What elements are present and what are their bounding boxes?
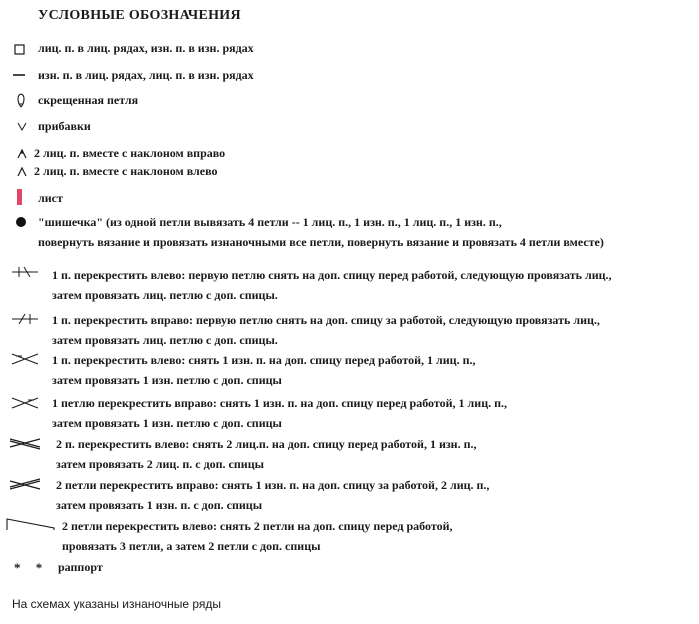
legend-item-k2tog-left: 2 лиц. п. вместе с наклоном влево (34, 164, 218, 178)
legend-item-purl: изн. п. в лиц. рядах, лиц. п. в изн. рядах (38, 68, 254, 82)
repeat-asterisks-icon: * * (14, 560, 49, 575)
square-outline-icon (14, 44, 26, 56)
legend-item-knit: лиц. п. в лиц. рядах, изн. п. в изн. рядах (38, 41, 254, 55)
legend-item-cross-right1-l2: затем провязать лиц. петлю с доп. спицы. (52, 333, 278, 347)
legend-item-cross2-left-l1: 2 п. перекрестить влево: снять 2 лиц.п. на доп. спицу перед работой, 1 изн. п., (56, 437, 477, 451)
k2tog-right-icon (16, 148, 28, 160)
legend-item-increase: прибавки (38, 119, 91, 133)
cross-3-2-icon (6, 516, 56, 532)
dash-icon (12, 72, 26, 78)
footer-note: На схемах указаны изнаночные ряды (12, 597, 222, 611)
legend-item-crossed: скрещенная петля (38, 93, 139, 107)
legend-item-k2tog-right: 2 лиц. п. вместе с наклоном вправо (34, 146, 226, 160)
legend-item-cross32-l2: провязать 3 петли, а затем 2 петли с доп. спицы (62, 539, 321, 553)
legend-item-cross-left1-l1: 1 п. перекрестить влево: первую петлю снять на доп. спицу перед работой, следующую провязать лиц., (52, 268, 612, 282)
cross-purl-right-icon (10, 396, 40, 410)
legend-item-purl-left-l2: затем провязать 1 изн. петлю с доп. спицы (52, 373, 282, 387)
legend-item-purl-right-l1: 1 петлю перекрестить вправо: снять 1 изн. п. на доп. спицу перед работой, 1 лиц. п., (52, 396, 508, 410)
k2tog-left-icon (16, 166, 28, 178)
legend-item-cross32-l1: 2 петли перекрестить влево: снять 2 петли на доп. спицу перед работой, (62, 519, 453, 533)
cross-2-left-icon (8, 436, 42, 450)
v-increase-icon (17, 121, 27, 131)
legend-item-cross2-left-l2: затем провязать 2 лиц. п. с доп. спицы (56, 457, 264, 471)
legend-item-cross2-right-l1: 2 петли перекрестить вправо: снять 1 изн. п. на доп. спицу за работой, 2 лиц. п., (56, 478, 490, 492)
legend-item-bobble-l2: повернуть вязание и провязать изнаночными все петли, повернуть вязание и провязать 4 петли вместе) (38, 235, 604, 249)
page-title: УСЛОВНЫЕ ОБОЗНАЧЕНИЯ (38, 8, 241, 23)
legend-item-leaf: лист (38, 191, 63, 205)
legend-item-purl-right-l2: затем провязать 1 изн. петлю с доп. спицы (52, 416, 282, 430)
legend-item-purl-left-l1: 1 п. перекрестить влево: снять 1 изн. п. на доп. спицу перед работой, 1 лиц. п., (52, 353, 476, 367)
legend-item-repeat: раппорт (58, 560, 103, 574)
cross-left-1-icon (10, 265, 40, 279)
red-bar-icon (17, 189, 22, 205)
legend-item-cross2-right-l2: затем провязать 1 изн. п. с доп. спицы (56, 498, 263, 512)
legend-item-cross-left1-l2: затем провязать лиц. петлю с доп. спицы. (52, 288, 278, 302)
cross-2-right-icon (8, 478, 42, 492)
cross-purl-left-icon (10, 352, 40, 366)
legend-item-bobble-l1: "шишечка" (из одной петли вывязать 4 петли -- 1 лиц. п., 1 изн. п., 1 лиц. п., 1 изн. п., (38, 215, 502, 229)
bobble-dot-icon (15, 216, 27, 228)
cross-right-1-icon (10, 312, 40, 326)
crossed-loop-icon (16, 92, 26, 108)
legend-item-cross-right1-l1: 1 п. перекрестить вправо: первую петлю снять на доп. спицу за работой, следующую провязать лиц., (52, 313, 600, 327)
